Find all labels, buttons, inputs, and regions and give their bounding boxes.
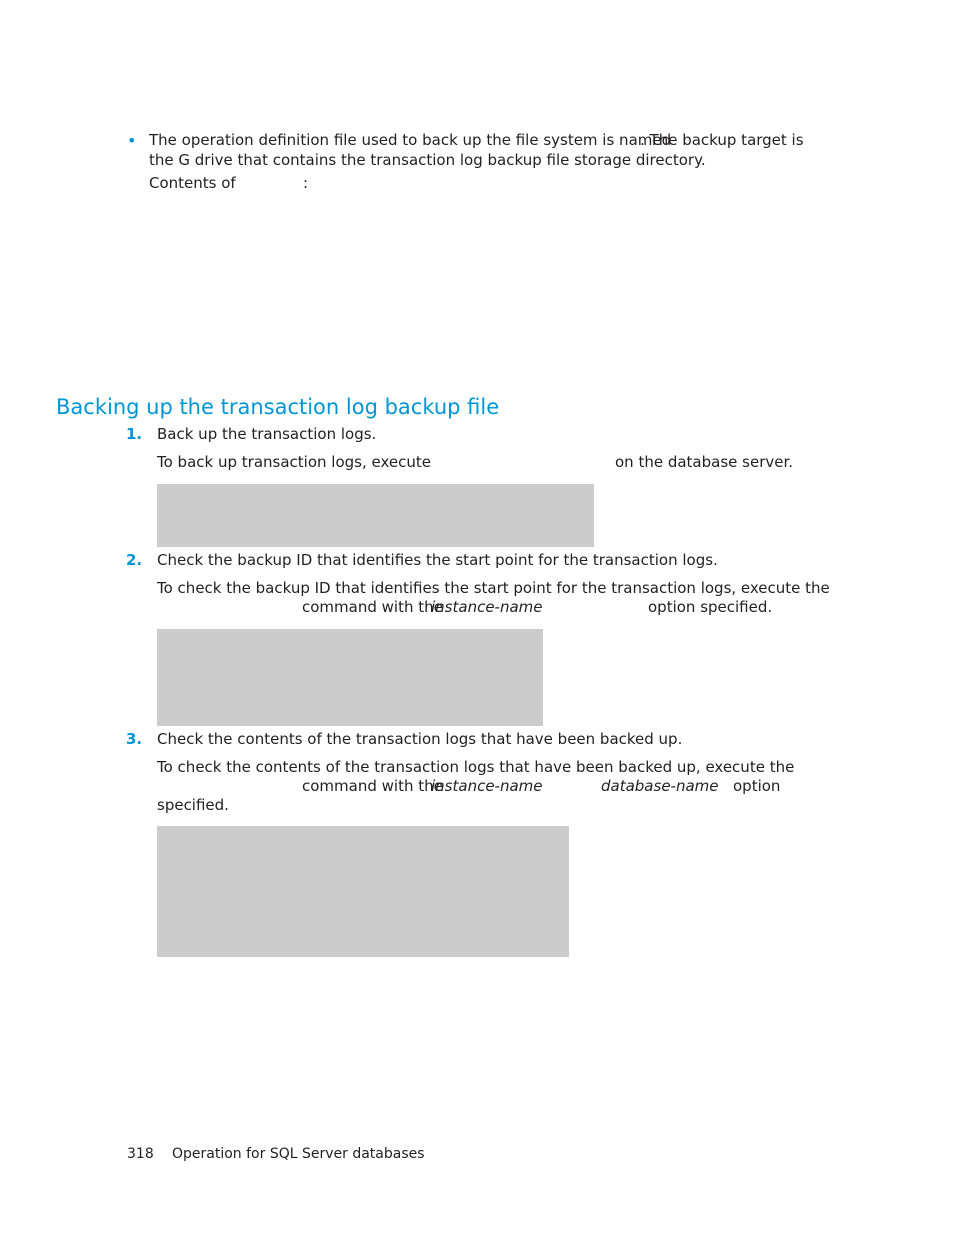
contents-of-label: Contents of xyxy=(149,174,236,192)
intro-line1-b: . The backup target is xyxy=(640,131,804,149)
footer-section-name: Operation for SQL Server databases xyxy=(172,1146,425,1162)
bullet-marker: • xyxy=(127,131,137,150)
page-number: 318 xyxy=(127,1146,154,1162)
step-3-instance-name: instance-name xyxy=(431,777,543,795)
intro-line1-a: The operation definition file used to back up the file system is named xyxy=(149,131,672,149)
step-2-instance-name: instance-name xyxy=(431,598,543,616)
step-3-number: 3. xyxy=(126,730,143,748)
step-3-body-line3: specified. xyxy=(157,796,229,814)
step-3-title: Check the contents of the transaction logs that have been backed up. xyxy=(157,730,683,748)
step-1-body-a: To back up transaction logs, execute xyxy=(157,453,431,471)
step-2-number: 2. xyxy=(126,551,143,569)
step-1-title: Back up the transaction logs. xyxy=(157,425,377,443)
step-1-body-b: on the database server. xyxy=(615,453,794,471)
section-heading: Backing up the transaction log backup file xyxy=(56,395,500,419)
step-2-code-block xyxy=(157,629,543,726)
step-2-body-line1: To check the backup ID that identifies the start point for the transaction logs, execute the xyxy=(157,579,830,597)
step-1-number: 1. xyxy=(126,425,143,443)
contents-of-colon: : xyxy=(303,174,309,192)
intro-line2: the G drive that contains the transaction log backup file storage directory. xyxy=(149,151,706,169)
step-2-title: Check the backup ID that identifies the start point for the transaction logs. xyxy=(157,551,718,569)
step-2-body-line2-a: command with the xyxy=(302,598,443,616)
step-3-database-name: database-name xyxy=(601,777,719,795)
step-2-body-line2-b: option specified. xyxy=(648,598,773,616)
step-3-body-line1: To check the contents of the transaction logs that have been backed up, execute the xyxy=(157,758,795,776)
step-3-code-block xyxy=(157,826,569,957)
step-3-body-line2-b: option xyxy=(733,777,781,795)
step-1-code-block xyxy=(157,484,594,547)
step-3-body-line2-a: command with the xyxy=(302,777,443,795)
